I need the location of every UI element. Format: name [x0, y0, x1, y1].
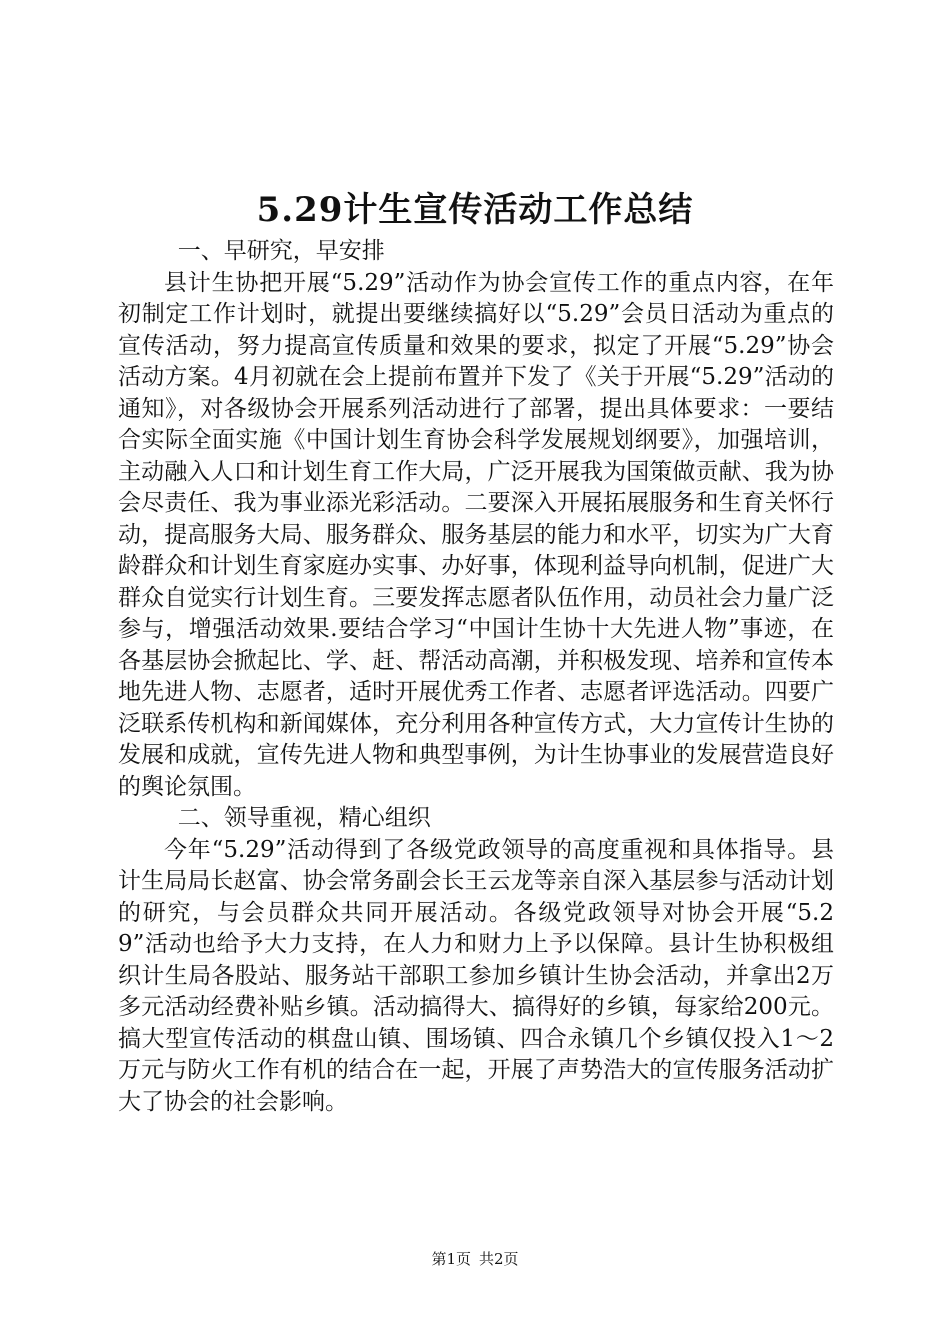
page-footer	[0, 1249, 950, 1269]
section-paragraph-1: 县计生协把开展“5.29”活动作为协会宣传工作的重点内容，在年初制定工作计划时，就提出要继续搞好以“5.29”会员日活动为重点的宣传活动，努力提高宣传质量和效果的要求，拟定了开展“5.29”协会活动方案。4月初就在会上提前布置并下发了《关于开展“5.29”活动的通知》，对各级协会开展系列活动进行了部署，提出具体要求：一要结合实际全面实施《中国计划生育协会科学发展规划纲要》，加强培训，主动融入人口和计划生育工作大局，广泛开展我为国策做贡献、我为协会尽责任、我为事业添光彩活动。二要深入开展拓展服务和生育关怀行动，提高服务大局、服务群众、服务基层的能力和水平，切实为广大育龄群众和计划生育家庭办实事、办好事，体现利益导向机制，促进广大群众自觉实行计划生育。三要发挥志愿者队伍作用，动员社会力量广泛参与，增强活动效果.要结合学习“中国计生协十大先进人物”事迹，在各基层协会掀起比、学、赶、帮活动高潮，并积极发现、培养和宣传本地先进人物、志愿者，适时开展优秀工作者、志愿者评选活动。四要广泛联系传机构和新闻媒体，充分利用各种宣传方式，大力宣传计生协的发展和成就，宣传先进人物和典型事例，为计生协事业的发展营造良好的舆论氛围。	[118, 269, 834, 800]
page-number-total: 共2页	[479, 1250, 519, 1268]
document-body	[118, 236, 834, 1118]
section-paragraph-2: 今年“5.29”活动得到了各级党政领导的高度重视和具体指导。县计生局局长赵富、协会常务副会长王云龙等亲自深入基层参与活动计划的研究，与会员群众共同开展活动。各级党政领导对协会开展“5.29”活动也给予大力支持，在人力和财力上予以保障。县计生协积极组织计生局各股站、服务站干部职工参加乡镇计生协会活动，并拿出2万多元活动经费补贴乡镇。活动搞得大、搞得好的乡镇，每家给200元。搞大型宣传活动的棋盘山镇、围场镇、四合永镇几个乡镇仅投入1～2万元与防火工作有机的结合在一起，开展了声势浩大的宣传服务活动扩大了协会的社会影响。	[118, 836, 834, 1115]
section-heading-2: 二、领导重视，精心组织	[177, 805, 431, 831]
document-title: 5.29计生宣传活动工作总结	[256, 190, 694, 230]
page-number-current: 第1页	[431, 1250, 471, 1268]
section-heading-1: 一、早研究，早安排	[177, 238, 385, 264]
